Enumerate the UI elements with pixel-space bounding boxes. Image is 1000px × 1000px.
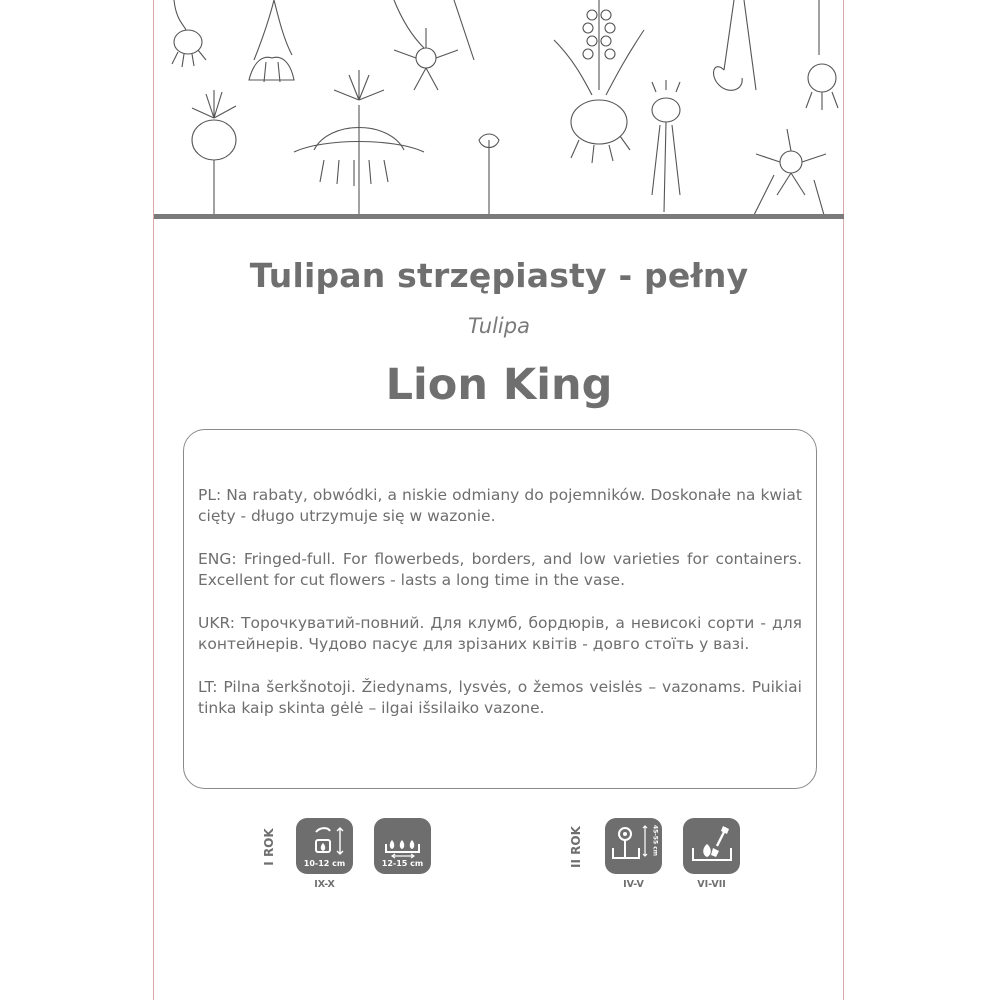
flowering-months: IV-V xyxy=(623,879,644,890)
description-eng: ENG: Fringed-full. For flowerbeds, borders, and low varieties for containers. Excellent for cut flowers - lasts a long time in the vase. xyxy=(198,550,802,589)
shovel-bulb-icon xyxy=(683,818,740,874)
description-lt: LT: Pilna šerkšnotoji. Žiedynams, lysvės, o žemos veislės – vazonams. Puikiai tinka kaip skinta gėlė – ilgai išsilaiko vazone. xyxy=(198,678,802,717)
common-name: Tulipan strzępiasty - pełny xyxy=(249,256,749,295)
planting-depth-tile xyxy=(296,818,353,874)
description-ukr: UKR: Торочкуватий-повний. Для клумб, бордюрів, а невисокі сорти - для контейнерів. Чудово пасує для зрізаних квітів - довго стоїть у вазі. xyxy=(198,614,802,653)
cultivar-name: Lion King xyxy=(385,360,613,410)
planting-depth-caption: 10-12 cm xyxy=(303,859,346,868)
lifting-months: VI-VII xyxy=(697,879,726,890)
description-box xyxy=(183,429,817,789)
flower-height-caption: 45-55 cm xyxy=(651,824,659,857)
planting-spacing-tile xyxy=(374,818,431,874)
description-pl: PL: Na rabaty, obwódki, a niskie odmiany do pojemników. Doskonałe na kwiat cięty - długo utrzymuje się w wazonie. xyxy=(198,486,802,525)
planting-spacing-caption: 12-15 cm xyxy=(381,859,424,868)
year1-label: I ROK xyxy=(262,828,276,866)
botanical-illustration xyxy=(154,0,844,215)
planting-months: IX-X xyxy=(314,879,335,890)
illustration-divider xyxy=(154,214,844,219)
year2-label: II ROK xyxy=(569,826,583,868)
flower-height-tile xyxy=(605,818,662,874)
latin-name: Tulipa xyxy=(468,314,530,338)
lifting-tile xyxy=(683,818,740,874)
